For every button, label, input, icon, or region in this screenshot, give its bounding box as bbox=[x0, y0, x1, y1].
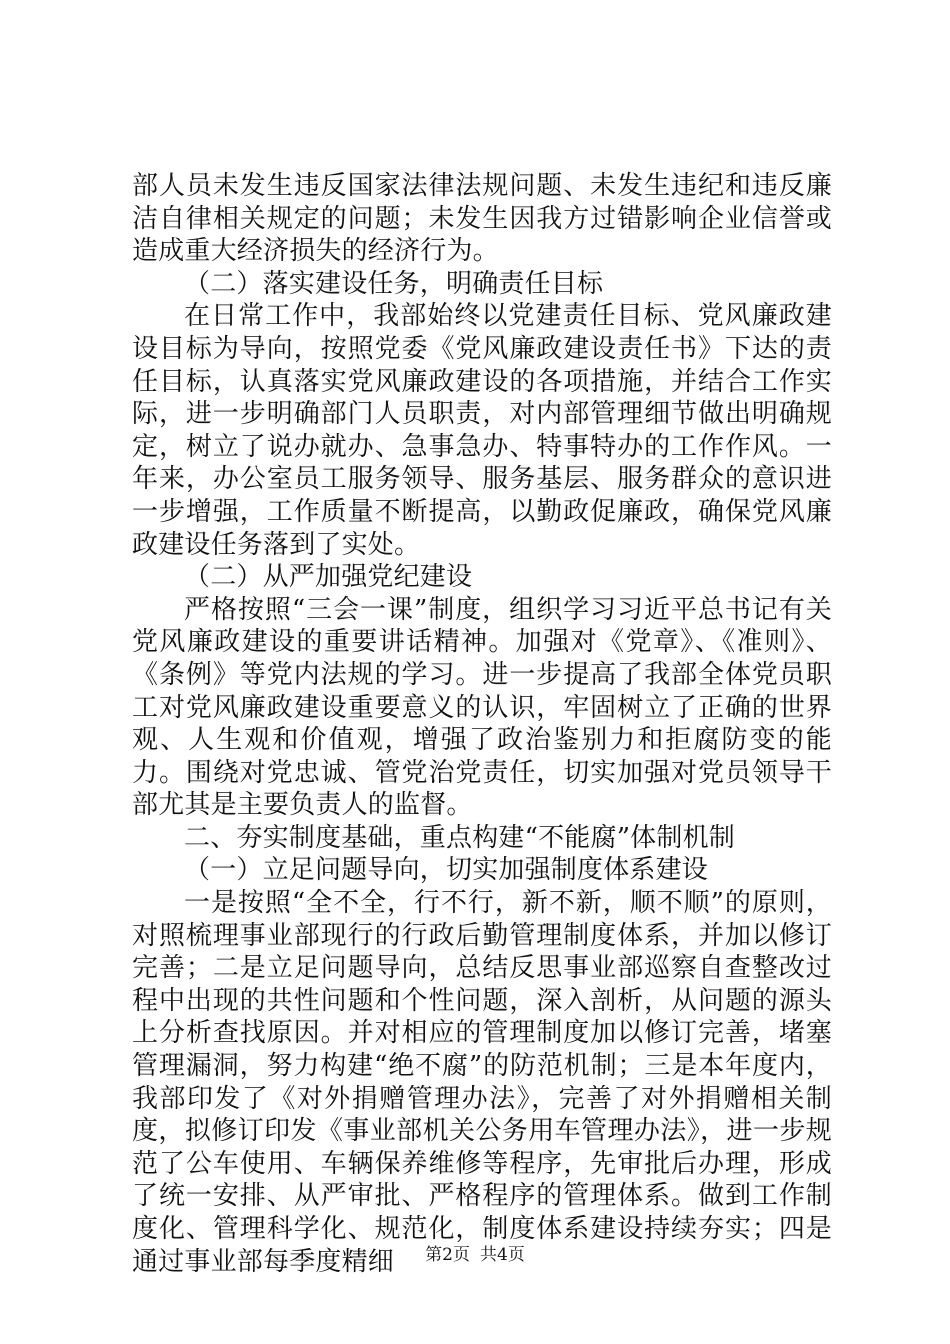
page-total: 共4页 bbox=[480, 1245, 525, 1265]
page-number: 第2页 bbox=[425, 1245, 470, 1265]
section-heading-7: （一）立足问题导向，切实加强制度体系建设 bbox=[184, 855, 709, 886]
document-body bbox=[132, 170, 832, 1278]
paragraph-5: 严格按照“三会一课”制度，组织学习习近平总书记有关党风廉政建设的重要讲话精神。加强对《党章》、《准则》、《条例》等党内法规的学习。进一步提高了我部全体党员职工对党风廉政建设重要意义的认识，牢固树立了正确的世界观、人生观和价值观，增强了政治鉴别力和拒腐防变的能力。围绕对党忠诚、管党治党责任，切实加强对党员领导干部尤其是主要负责人的监督。 bbox=[132, 594, 832, 821]
page-footer bbox=[0, 1244, 950, 1266]
paragraph-3: 在日常工作中，我部始终以党建责任目标、党风廉政建设目标为导向，按照党委《党风廉政建设责任书》下达的责任目标，认真落实党风廉政建设的各项措施，并结合工作实际，进一步明确部门人员职责，对内部管理细节做出明确规定，树立了说办就办、急事急办、特事特办的工作作风。一年来，办公室员工服务领导、服务基层、服务群众的意识进一步增强，工作质量不断提高，以勤政促廉政，确保党风廉政建设任务落到了实处。 bbox=[132, 301, 832, 560]
paragraph-8: 一是按照“全不全，行不行，新不新，顺不顺”的原则，对照梳理事业部现行的行政后勤管理制度体系，并加以修订完善；二是立足问题导向，总结反思事业部巡察自查整改过程中出现的共性问题和个性问题，深入剖析，从问题的源头上分析查找原因。并对相应的管理制度加以修订完善，堵塞管理漏洞，努力构建“绝不腐”的防范机制；三是本年度内，我部印发了《对外捐赠管理办法》，完善了对外捐赠相关制度，拟修订印发《事业部机关公务用车管理办法》，进一步规范了公车使用、车辆保养维修等程序，先审批后办理，形成了统一安排、从严审批、严格程序的管理体系。做到工作制度化、管理科学化、规范化，制度体系建设持续夯实；四是通过事业部每季度精细 bbox=[132, 888, 832, 1277]
section-heading-4: （二）从严加强党纪建设 bbox=[184, 562, 473, 593]
section-heading-2: （二）落实建设任务，明确责任目标 bbox=[184, 268, 604, 299]
paragraph-1: 部人员未发生违反国家法律法规问题、未发生违纪和违反廉洁自律相关规定的问题；未发生因我方过错影响企业信誉或造成重大经济损失的经济行为。 bbox=[132, 171, 832, 267]
section-heading-6: 二、夯实制度基础，重点构建“不能腐”体制机制 bbox=[184, 822, 735, 853]
